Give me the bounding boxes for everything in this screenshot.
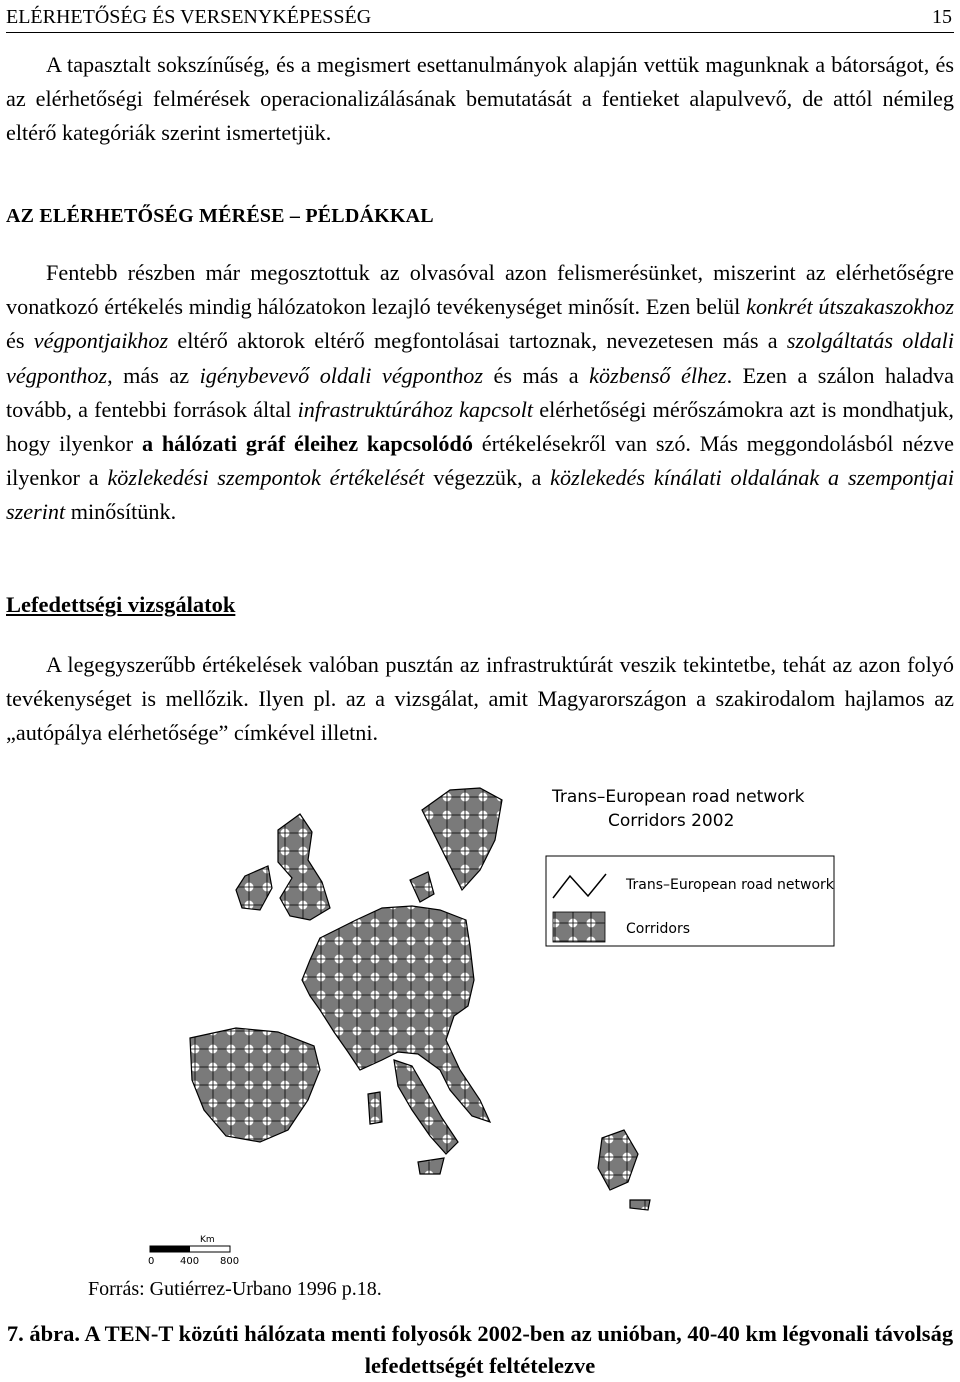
- map-legend: [546, 856, 835, 946]
- map-title-1: Trans–European road network: [552, 787, 805, 807]
- scale-bar: [148, 1235, 239, 1267]
- figure-map: [150, 770, 870, 1270]
- scale-unit: Km: [200, 1235, 215, 1245]
- intro-paragraph: [6, 48, 954, 151]
- scale-tick-800: 800: [220, 1256, 240, 1267]
- section-title: AZ ELÉRHETŐSÉG MÉRÉSE – PÉLDÁKKAL: [6, 205, 434, 227]
- scale-tick-400: 400: [180, 1256, 200, 1267]
- page-header: [6, 2, 954, 33]
- legend-network-label: Trans–European road network: [626, 877, 834, 893]
- subsection-title: Lefedettségi vizsgálatok: [6, 592, 236, 617]
- page-number: 15: [932, 6, 952, 28]
- scale-tick-0: 0: [148, 1256, 155, 1267]
- body2-paragraph: A legegyszerűbb értékelések valóban pusztán az infrastruktúrát veszik tekintetbe, tehát az azon folyó tevékenységet is mellőzik. Ilyen pl. az a vizsgálat, amit Magyarországon a szakirodalom hajlamos az „autópálya elérhetősége” címkével illetni.: [6, 652, 954, 746]
- corridor-swatch: [553, 912, 605, 942]
- body-paragraph: Fentebb részben már megosztottuk az olvasóval azon felismerésünket, miszerint az elérhetőségre vonatkozó értékelés mindig hálózatokon lezajló tevékenységet minősít. Ezen belül konkrét útszakaszokhoz és végpontjaikhoz eltérő aktorok eltérő megfontolásai tartoznak, nevezetesen más a szolgáltatás oldali végponthoz, más az igénybevevő oldali végponthoz és más a közbenső élhez. Ezen a szálon haladva tovább, a fentebbi források által infrastruktúrához kapcsolt elérhetőségi mérőszámokra azt is mondhatjuk, hogy ilyenkor a hálózati gráf éleihez kapcsolódó értékelésekről van szó. Más meggondolásból nézve ilyenkor a közlekedési szempontok értékelését végezzük, a közlekedés kínálati oldalának a szempontjai szerint minősítünk.: [6, 260, 955, 525]
- figure-caption: 7. ábra. A TEN-T közúti hálózata menti folyosók 2002-ben az unióban, 40-40 km légvonali távolság lefedettségét feltételezve: [6, 1321, 954, 1378]
- europe-shape: [190, 788, 650, 1210]
- legend-corridor-label: Corridors: [626, 921, 690, 937]
- map-title-2: Corridors 2002: [608, 811, 735, 831]
- europe-corridor-map: [150, 770, 870, 1270]
- figure-source: Forrás: Gutiérrez-Urbano 1996 p.18.: [88, 1278, 382, 1300]
- intro-text: A tapasztalt sokszínűség, és a megismert esettanulmányok alapján vettük magunknak a bátorságot, és az elérhetőségi felmérések operacionalizálásának bemutatását a fentieket alapulvevő, de attól némileg eltérő kategóriák szerint ismertetjük.: [6, 52, 954, 146]
- running-title: ELÉRHETŐSÉG ÉS VERSENYKÉPESSÉG: [6, 6, 372, 28]
